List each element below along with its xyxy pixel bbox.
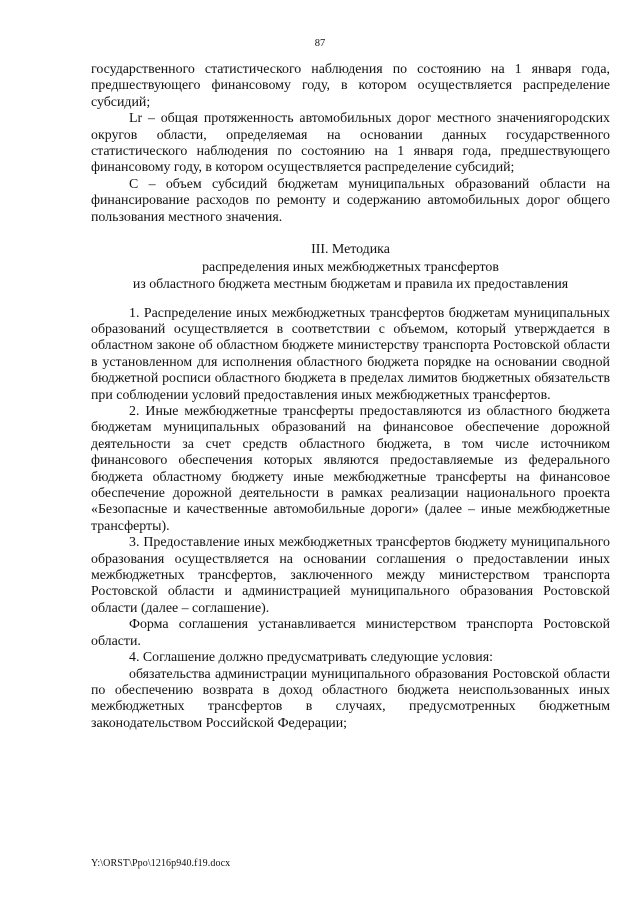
paragraph-c-definition: C – объем субсидий бюджетам муниципальных образований области на финансирование расходов по ремонту и содержанию автомобильных дорог общего пользования местного значения. bbox=[91, 176, 610, 225]
paragraph-obligations: обязательства администрации муниципального образования Ростовской области по обеспечению возврата в доход областного бюджета неиспользованных иных межбюджетных трансфертов в случаях, предусмотренных бюджетным законодательством Российской Федерации; bbox=[91, 666, 610, 731]
section-subtitle-2: из областного бюджета местным бюджетам и правила их предоставления bbox=[132, 277, 569, 293]
document-body bbox=[91, 62, 610, 732]
paragraph-item-3: 3. Предоставление иных межбюджетных трансфертов бюджету муниципального образования осуществляется на основании соглашения о предоставлении иных межбюджетных трансфертов, заключенного между министерством транспорта Ростовской области и администрацией муниципального образования Ростовской области (далее – соглашение). bbox=[91, 535, 610, 616]
footer-file-path: Y:\ORST\Ppo\1216p940.f19.docx bbox=[91, 858, 231, 869]
page-number: 87 bbox=[314, 38, 326, 49]
paragraph-item-4: 4. Соглашение должно предусматривать следующие условия: bbox=[129, 650, 493, 666]
section-subtitle-1: распределения иных межбюджетных трансфертов bbox=[202, 259, 499, 275]
section-title: III. Методика bbox=[311, 242, 390, 258]
paragraph-item-2: 2. Иные межбюджетные трансферты предоставляются из областного бюджета бюджетам муниципальных образований на финансовое обеспечение дорожной деятельности за счет средств областного бюджета, в том числе источником финансового обеспечения которых являются предоставляемые из федерального бюджета областному бюджету иные межбюджетные трансферты на финансовое обеспечение дорожной деятельности в рамках реализации национального проекта «Безопасные и качественные автомобильные дороги» (далее – иные межбюджетные трансферты). bbox=[91, 404, 610, 534]
paragraph-item-1: 1. Распределение иных межбюджетных трансфертов бюджетам муниципальных образований осуществляется в соответствии с объемом, который утверждается в областном законе об областном бюджете министерству транспорта Ростовской области в установленном для исполнения областного бюджета порядке на основании сводной бюджетной росписи областного бюджета в пределах лимитов бюджетных обязательств при соблюдении условий предоставления иных межбюджетных трансфертов. bbox=[91, 305, 610, 403]
section-heading bbox=[91, 241, 610, 294]
paragraph-lr-definition: Lr – общая протяженность автомобильных дорог местного значениягородских округов области, определяемая на основании данных государственного статистического наблюдения по состоянию на 1 января года, предшествующего финансовому году, в котором осуществляется распределение субсидий; bbox=[91, 111, 610, 176]
paragraph-agreement-form: Форма соглашения устанавливается министерством транспорта Ростовской области. bbox=[91, 617, 610, 649]
paragraph-continuation: государственного статистического наблюдения по состоянию на 1 января года, предшествующего финансовому году, в котором осуществляется распределение субсидий; bbox=[91, 62, 610, 110]
